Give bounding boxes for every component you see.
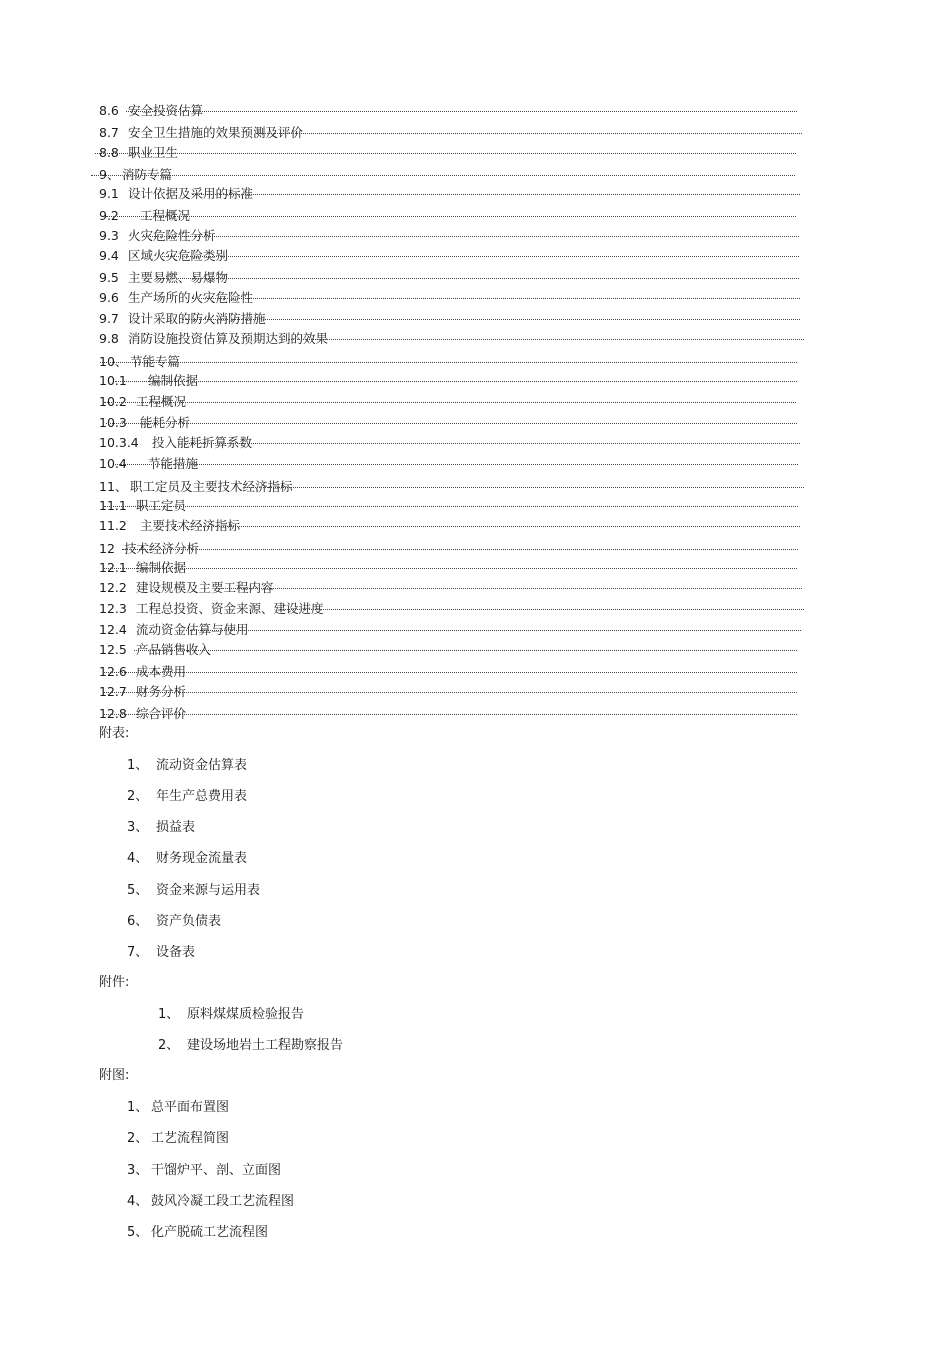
toc-entry[interactable]	[99, 290, 800, 306]
attached-table-item-number: 5、	[127, 883, 149, 898]
attached-drawing-item-title: 化产脱硫工艺流程图	[151, 1225, 269, 1240]
attached-table-item-number: 4、	[127, 851, 149, 866]
toc-dot-leader	[185, 443, 800, 444]
attached-drawing-item-title: 总平面布置图	[151, 1100, 230, 1115]
toc-dot-leader	[280, 609, 804, 610]
toc-entry[interactable]	[99, 186, 800, 202]
toc-entry-title: 火灾危险性分析	[128, 228, 216, 243]
attached-drawing-item-number: 2、	[127, 1131, 149, 1146]
toc-entry-title: 主要易燃、易爆物	[128, 270, 229, 285]
toc-entry-title: 建设规模及主要工程内容	[136, 580, 274, 595]
toc-entry[interactable]	[99, 145, 796, 161]
toc-entry-number: 8.7	[99, 125, 119, 140]
toc-entry[interactable]	[99, 518, 800, 534]
toc-dot-leader	[173, 526, 800, 527]
toc-dot-leader	[159, 278, 799, 279]
toc-entry-title: 工程概况	[136, 394, 187, 409]
toc-entry[interactable]	[99, 479, 804, 495]
toc-entry[interactable]	[99, 601, 804, 617]
toc-entry-number: 9.7	[99, 311, 119, 326]
attachment-item	[158, 1038, 344, 1054]
attached-drawing-item	[127, 1131, 230, 1147]
toc-entry-number: 10.3.4	[99, 435, 139, 450]
attached-drawing-item-title: 鼓风冷凝工段工艺流程图	[151, 1194, 295, 1209]
toc-dot-leader	[104, 672, 797, 673]
toc-entry-number: 11.1	[99, 498, 127, 513]
toc-entry-title: 编制依据	[136, 560, 187, 575]
toc-dot-leader	[160, 256, 799, 257]
toc-entry-title: 职工定员	[136, 498, 187, 513]
attached-table-item-title: 资金来源与运用表	[156, 883, 261, 898]
toc-dot-leader	[104, 402, 796, 403]
toc-entry[interactable]	[99, 642, 797, 658]
toc-entry[interactable]	[99, 248, 799, 264]
toc-entry-title: 产品销售收入	[136, 642, 212, 657]
toc-entry-title: 财务分析	[136, 684, 187, 699]
toc-entry[interactable]	[99, 208, 796, 224]
attached-drawing-item-number: 1、	[127, 1100, 149, 1115]
toc-dot-leader	[256, 133, 802, 134]
toc-dot-leader	[192, 298, 800, 299]
toc-entry-number: 9.8	[99, 331, 119, 346]
toc-entry-number: 10.3	[99, 415, 127, 430]
toc-entry-number: 11.2	[99, 518, 127, 533]
attached-table-item	[127, 945, 196, 961]
toc-entry[interactable]	[99, 622, 801, 638]
toc-entry-title: 消防专篇	[122, 167, 173, 182]
toc-dot-leader	[106, 216, 796, 217]
toc-entry-number: 9.4	[99, 248, 119, 263]
attached-table-item-title: 财务现金流量表	[156, 851, 248, 866]
toc-dot-leader	[144, 236, 799, 237]
toc-entry-title: 主要技术经济指标	[140, 518, 241, 533]
toc-entry-number: 12.3	[99, 601, 127, 616]
toc-entry-title: 投入能耗折算系数	[152, 435, 253, 450]
toc-entry[interactable]	[99, 354, 797, 370]
toc-entry-number: 8.6	[99, 103, 119, 118]
toc-dot-leader	[245, 487, 804, 488]
toc-dot-leader	[186, 630, 801, 631]
toc-dot-leader	[134, 650, 797, 651]
toc-entry[interactable]	[99, 125, 802, 141]
attached-table-item-title: 设备表	[156, 945, 196, 960]
toc-dot-leader	[122, 549, 798, 550]
toc-entry-number: 9.2	[99, 208, 119, 223]
toc-entry[interactable]	[99, 456, 798, 472]
toc-entry-number: 11、	[99, 479, 128, 494]
toc-entry-title: 设计采取的防火消防措施	[128, 311, 266, 326]
toc-entry-number: 10.4	[99, 456, 127, 471]
toc-dot-leader	[192, 194, 800, 195]
toc-entry[interactable]	[99, 167, 795, 183]
attached-drawing-item-title: 干馏炉平、剖、立面图	[151, 1163, 282, 1178]
toc-entry-number: 12.5	[99, 642, 127, 657]
attached-drawing-item	[127, 1163, 282, 1179]
toc-entry[interactable]	[99, 373, 797, 389]
toc-entry[interactable]	[99, 435, 800, 451]
toc-entry-title: 流动资金估算与使用	[136, 622, 249, 637]
toc-dot-leader	[95, 153, 796, 154]
toc-dot-leader	[104, 714, 797, 715]
toc-entry-number: 12.7	[99, 684, 127, 699]
attached-tables-heading: 附表:	[99, 726, 130, 741]
attachment-item-number: 1、	[158, 1007, 180, 1022]
attached-drawings-heading: 附图:	[99, 1068, 130, 1083]
toc-entry[interactable]	[99, 706, 797, 722]
toc-entry-title: 技术经济分析	[124, 541, 200, 556]
toc-entry-number: 9、	[99, 167, 120, 182]
toc-entry[interactable]	[99, 541, 798, 557]
toc-entry-number: 9.3	[99, 228, 119, 243]
attached-drawing-item	[127, 1100, 230, 1116]
toc-dot-leader	[104, 506, 798, 507]
attached-table-item-title: 损益表	[156, 820, 196, 835]
attached-drawing-item-number: 4、	[127, 1194, 149, 1209]
toc-entry-title: 设计依据及采用的标准	[128, 186, 254, 201]
attached-table-item-title: 流动资金估算表	[156, 758, 248, 773]
toc-dot-leader	[91, 175, 795, 176]
toc-entry-number: 9.6	[99, 290, 119, 305]
attached-table-item	[127, 758, 248, 774]
toc-entry-title: 节能专篇	[130, 354, 181, 369]
attached-drawing-item	[127, 1225, 269, 1241]
toc-entry-title: 安全投资估算	[128, 103, 204, 118]
toc-dot-leader	[100, 362, 797, 363]
attachment-item-number: 2、	[158, 1038, 180, 1053]
toc-entry-title: 安全卫生措施的效果预测及评价	[128, 125, 304, 140]
toc-entry[interactable]	[99, 270, 799, 286]
toc-entry-title: 工程总投资、资金来源、建设进度	[136, 601, 324, 616]
toc-dot-leader	[218, 588, 802, 589]
toc-entry-number: 12.8	[99, 706, 127, 721]
toc-entry[interactable]	[99, 311, 800, 327]
toc-entry[interactable]	[99, 228, 799, 244]
attachment-item-title: 原料煤煤质检验报告	[187, 1007, 305, 1022]
toc-entry[interactable]	[99, 331, 804, 347]
toc-entry-title: 编制依据	[148, 373, 199, 388]
attached-table-item-title: 年生产总费用表	[156, 789, 248, 804]
toc-entry[interactable]	[99, 664, 797, 680]
toc-entry-title: 消防设施投资估算及预期达到的效果	[128, 331, 329, 346]
toc-dot-leader	[104, 568, 797, 569]
toc-entry-number: 10.1	[99, 373, 127, 388]
toc-dot-leader	[115, 381, 797, 382]
attachments-heading: 附件:	[99, 975, 130, 990]
attached-table-item	[127, 851, 248, 867]
attached-drawing-item-number: 5、	[127, 1225, 149, 1240]
attached-table-item-title: 资产负债表	[156, 914, 222, 929]
attached-table-item-number: 6、	[127, 914, 149, 929]
attached-table-item-number: 1、	[127, 758, 149, 773]
toc-entry-title: 成本费用	[136, 664, 187, 679]
toc-dot-leader	[106, 423, 797, 424]
toc-dot-leader	[126, 111, 797, 112]
toc-entry[interactable]	[99, 103, 797, 119]
attached-table-item	[127, 789, 248, 805]
toc-entry-title: 节能措施	[148, 456, 199, 471]
toc-entry[interactable]	[99, 394, 796, 410]
toc-entry-number: 12.2	[99, 580, 127, 595]
attached-drawing-item-number: 3、	[127, 1163, 149, 1178]
toc-entry-title: 工程概况	[140, 208, 191, 223]
toc-entry[interactable]	[99, 415, 797, 431]
attached-drawing-item	[127, 1194, 295, 1210]
toc-entry-number: 9.5	[99, 270, 119, 285]
toc-dot-leader	[288, 339, 804, 340]
toc-entry-title: 职业卫生	[128, 145, 179, 160]
attachment-item-title: 建设场地岩土工程勘察报告	[187, 1038, 344, 1053]
toc-entry-number: 10、	[99, 354, 128, 369]
toc-dot-leader	[115, 464, 798, 465]
toc-entry-title: 综合评价	[136, 706, 187, 721]
toc-dot-leader	[104, 692, 797, 693]
toc-entry-number: 9.1	[99, 186, 119, 201]
attached-table-item	[127, 820, 196, 836]
attachment-item	[158, 1007, 305, 1023]
toc-entry-number: 12.6	[99, 664, 127, 679]
attached-table-item-number: 2、	[127, 789, 149, 804]
toc-entry-title: 生产场所的火灾危险性	[128, 290, 254, 305]
toc-entry-number: 8.8	[99, 145, 119, 160]
toc-entry[interactable]	[99, 580, 802, 596]
toc-entry[interactable]	[99, 684, 797, 700]
toc-entry[interactable]	[99, 498, 798, 514]
attached-drawing-item-title: 工艺流程简图	[151, 1131, 230, 1146]
toc-entry-title: 职工定员及主要技术经济指标	[130, 479, 293, 494]
toc-entry-title: 能耗分析	[140, 415, 191, 430]
toc-dot-leader	[182, 319, 800, 320]
attached-table-item-number: 3、	[127, 820, 149, 835]
attached-table-item-number: 7、	[127, 945, 149, 960]
attached-table-item	[127, 883, 261, 899]
toc-entry-number: 10.2	[99, 394, 127, 409]
toc-entry-title: 区域火灾危险类别	[128, 248, 229, 263]
attached-table-item	[127, 914, 222, 930]
toc-entry-number: 12.1	[99, 560, 127, 575]
toc-entry[interactable]	[99, 560, 797, 576]
toc-entry-number: 12.4	[99, 622, 127, 637]
toc-entry-number: 12	[99, 541, 115, 556]
